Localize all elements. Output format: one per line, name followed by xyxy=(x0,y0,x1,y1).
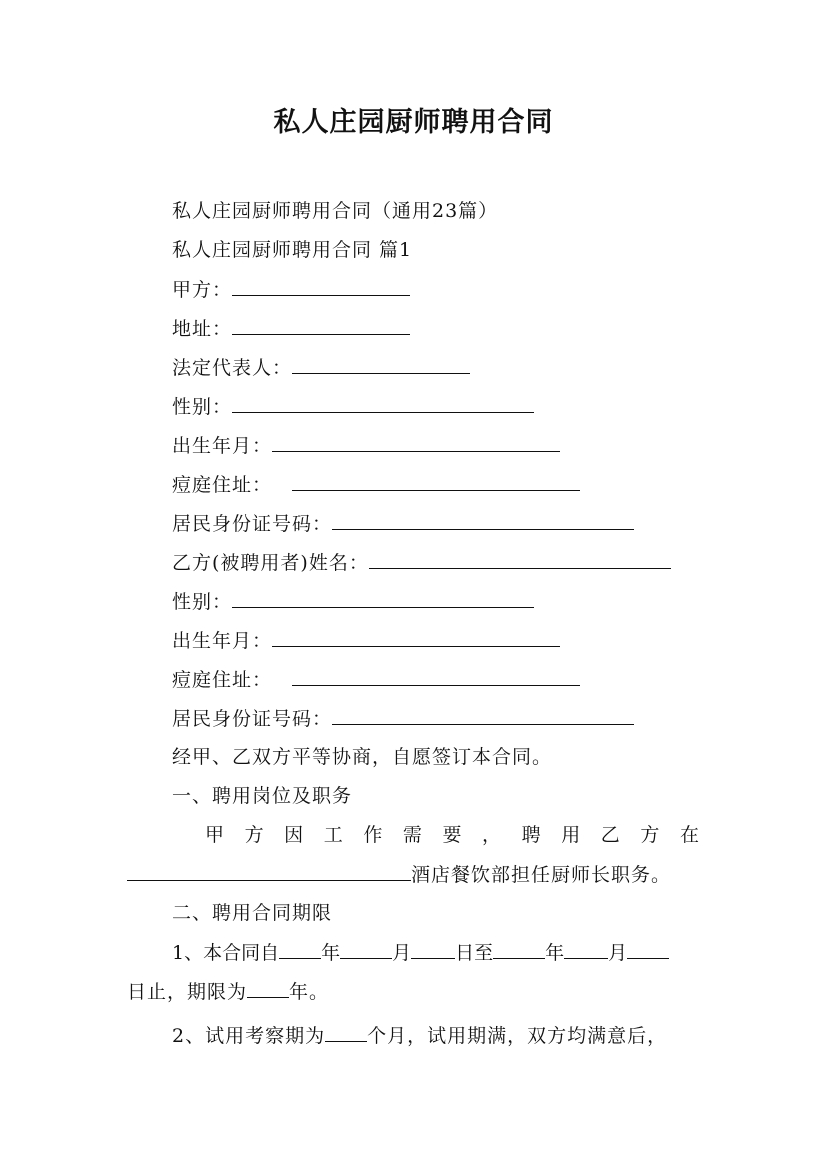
field-label: 居民身份证号码： xyxy=(172,513,333,535)
fill-blank[interactable] xyxy=(325,1023,367,1042)
clause1-title: 一、聘用岗位及职务 xyxy=(172,785,353,807)
clause1-char: 在 xyxy=(679,824,700,846)
text: 个月，试用期满，双方均满意后， xyxy=(367,1025,668,1047)
fill-blank[interactable] xyxy=(292,472,580,491)
field-label: 性别： xyxy=(172,591,233,613)
text: 月 xyxy=(608,942,628,964)
clause1-char: 作 xyxy=(363,824,384,846)
field-label: 甲方： xyxy=(172,279,233,301)
clause2-title: 二、聘用合同期限 xyxy=(172,902,333,924)
clause1-char: 乙 xyxy=(600,824,621,846)
text: 日止，期限为 xyxy=(127,981,248,1003)
birth-field-a xyxy=(172,433,560,458)
home-address-field-b xyxy=(172,667,580,692)
text: 月 xyxy=(392,942,412,964)
clause1-char: 方 xyxy=(640,824,661,846)
fill-blank[interactable] xyxy=(411,940,455,959)
fill-blank[interactable] xyxy=(493,940,545,959)
clause1-char: 聘 xyxy=(521,824,542,846)
birth-field-b xyxy=(172,628,560,653)
fill-blank[interactable] xyxy=(340,940,392,959)
fill-blank[interactable] xyxy=(369,550,671,569)
text: 日至 xyxy=(455,942,494,964)
legal-rep-field xyxy=(172,355,470,380)
text: 1、本合同自 xyxy=(172,942,280,964)
field-label: 出生年月： xyxy=(172,630,273,652)
fill-blank[interactable] xyxy=(332,511,634,530)
field-label: 法定代表人： xyxy=(172,357,293,379)
fill-blank[interactable] xyxy=(232,394,534,413)
fill-blank[interactable] xyxy=(232,277,410,296)
id-number-field-b xyxy=(172,706,634,731)
text: 年 xyxy=(545,942,565,964)
section-title: 私人庄园厨师聘用合同 篇1 xyxy=(172,239,413,261)
clause1-char: 用 xyxy=(561,824,582,846)
clause1-line2 xyxy=(127,862,671,887)
home-address-field-a xyxy=(172,472,580,497)
fill-blank[interactable] xyxy=(279,940,321,959)
field-label: 地址： xyxy=(172,318,233,340)
party-b-name-field xyxy=(172,550,671,575)
field-label: 出生年月： xyxy=(172,435,273,457)
clause1-char: 需 xyxy=(402,824,423,846)
clause1-char: 因 xyxy=(284,824,305,846)
field-label: 痘庭住址： xyxy=(172,669,273,691)
clause1-line1 xyxy=(205,823,700,847)
clause1-char: ， xyxy=(482,824,503,846)
page-title: 私人庄园厨师聘用合同 xyxy=(273,107,554,138)
id-number-field-a xyxy=(172,511,634,536)
clause2-p1-line2 xyxy=(127,979,329,1004)
field-label: 乙方(被聘用者)姓名： xyxy=(172,552,369,574)
clause1-char: 甲 xyxy=(205,824,226,846)
clause1-tail: 酒店餐饮部担任厨师长职务。 xyxy=(411,864,672,886)
gender-field-b xyxy=(172,589,534,614)
fill-blank[interactable] xyxy=(564,940,608,959)
fill-blank[interactable] xyxy=(272,628,560,647)
fill-blank[interactable] xyxy=(232,316,410,335)
agreement-text: 经甲、乙双方平等协商，自愿签订本合同。 xyxy=(172,746,553,768)
clause2-p1-line1 xyxy=(172,940,669,965)
fill-blank[interactable] xyxy=(627,940,669,959)
fill-blank[interactable] xyxy=(247,979,289,998)
field-label: 痘庭住址： xyxy=(172,474,273,496)
text: 年。 xyxy=(289,981,330,1003)
field-label: 性别： xyxy=(172,396,233,418)
fill-blank[interactable] xyxy=(292,355,470,374)
fill-blank[interactable] xyxy=(272,433,560,452)
text: 年 xyxy=(321,942,341,964)
subtitle: 私人庄园厨师聘用合同（通用23篇） xyxy=(172,200,499,222)
fill-blank[interactable] xyxy=(127,862,411,881)
clause1-char: 方 xyxy=(244,824,265,846)
field-label: 居民身份证号码： xyxy=(172,708,333,730)
text: 2、试用考察期为 xyxy=(172,1025,326,1047)
fill-blank[interactable] xyxy=(232,589,534,608)
party-a-field xyxy=(172,277,410,302)
address-field xyxy=(172,316,410,341)
fill-blank[interactable] xyxy=(292,667,580,686)
clause1-char: 工 xyxy=(323,824,344,846)
clause1-char: 要 xyxy=(442,824,463,846)
gender-field-a xyxy=(172,394,534,419)
fill-blank[interactable] xyxy=(332,706,634,725)
clause2-p2-line1 xyxy=(172,1023,667,1048)
